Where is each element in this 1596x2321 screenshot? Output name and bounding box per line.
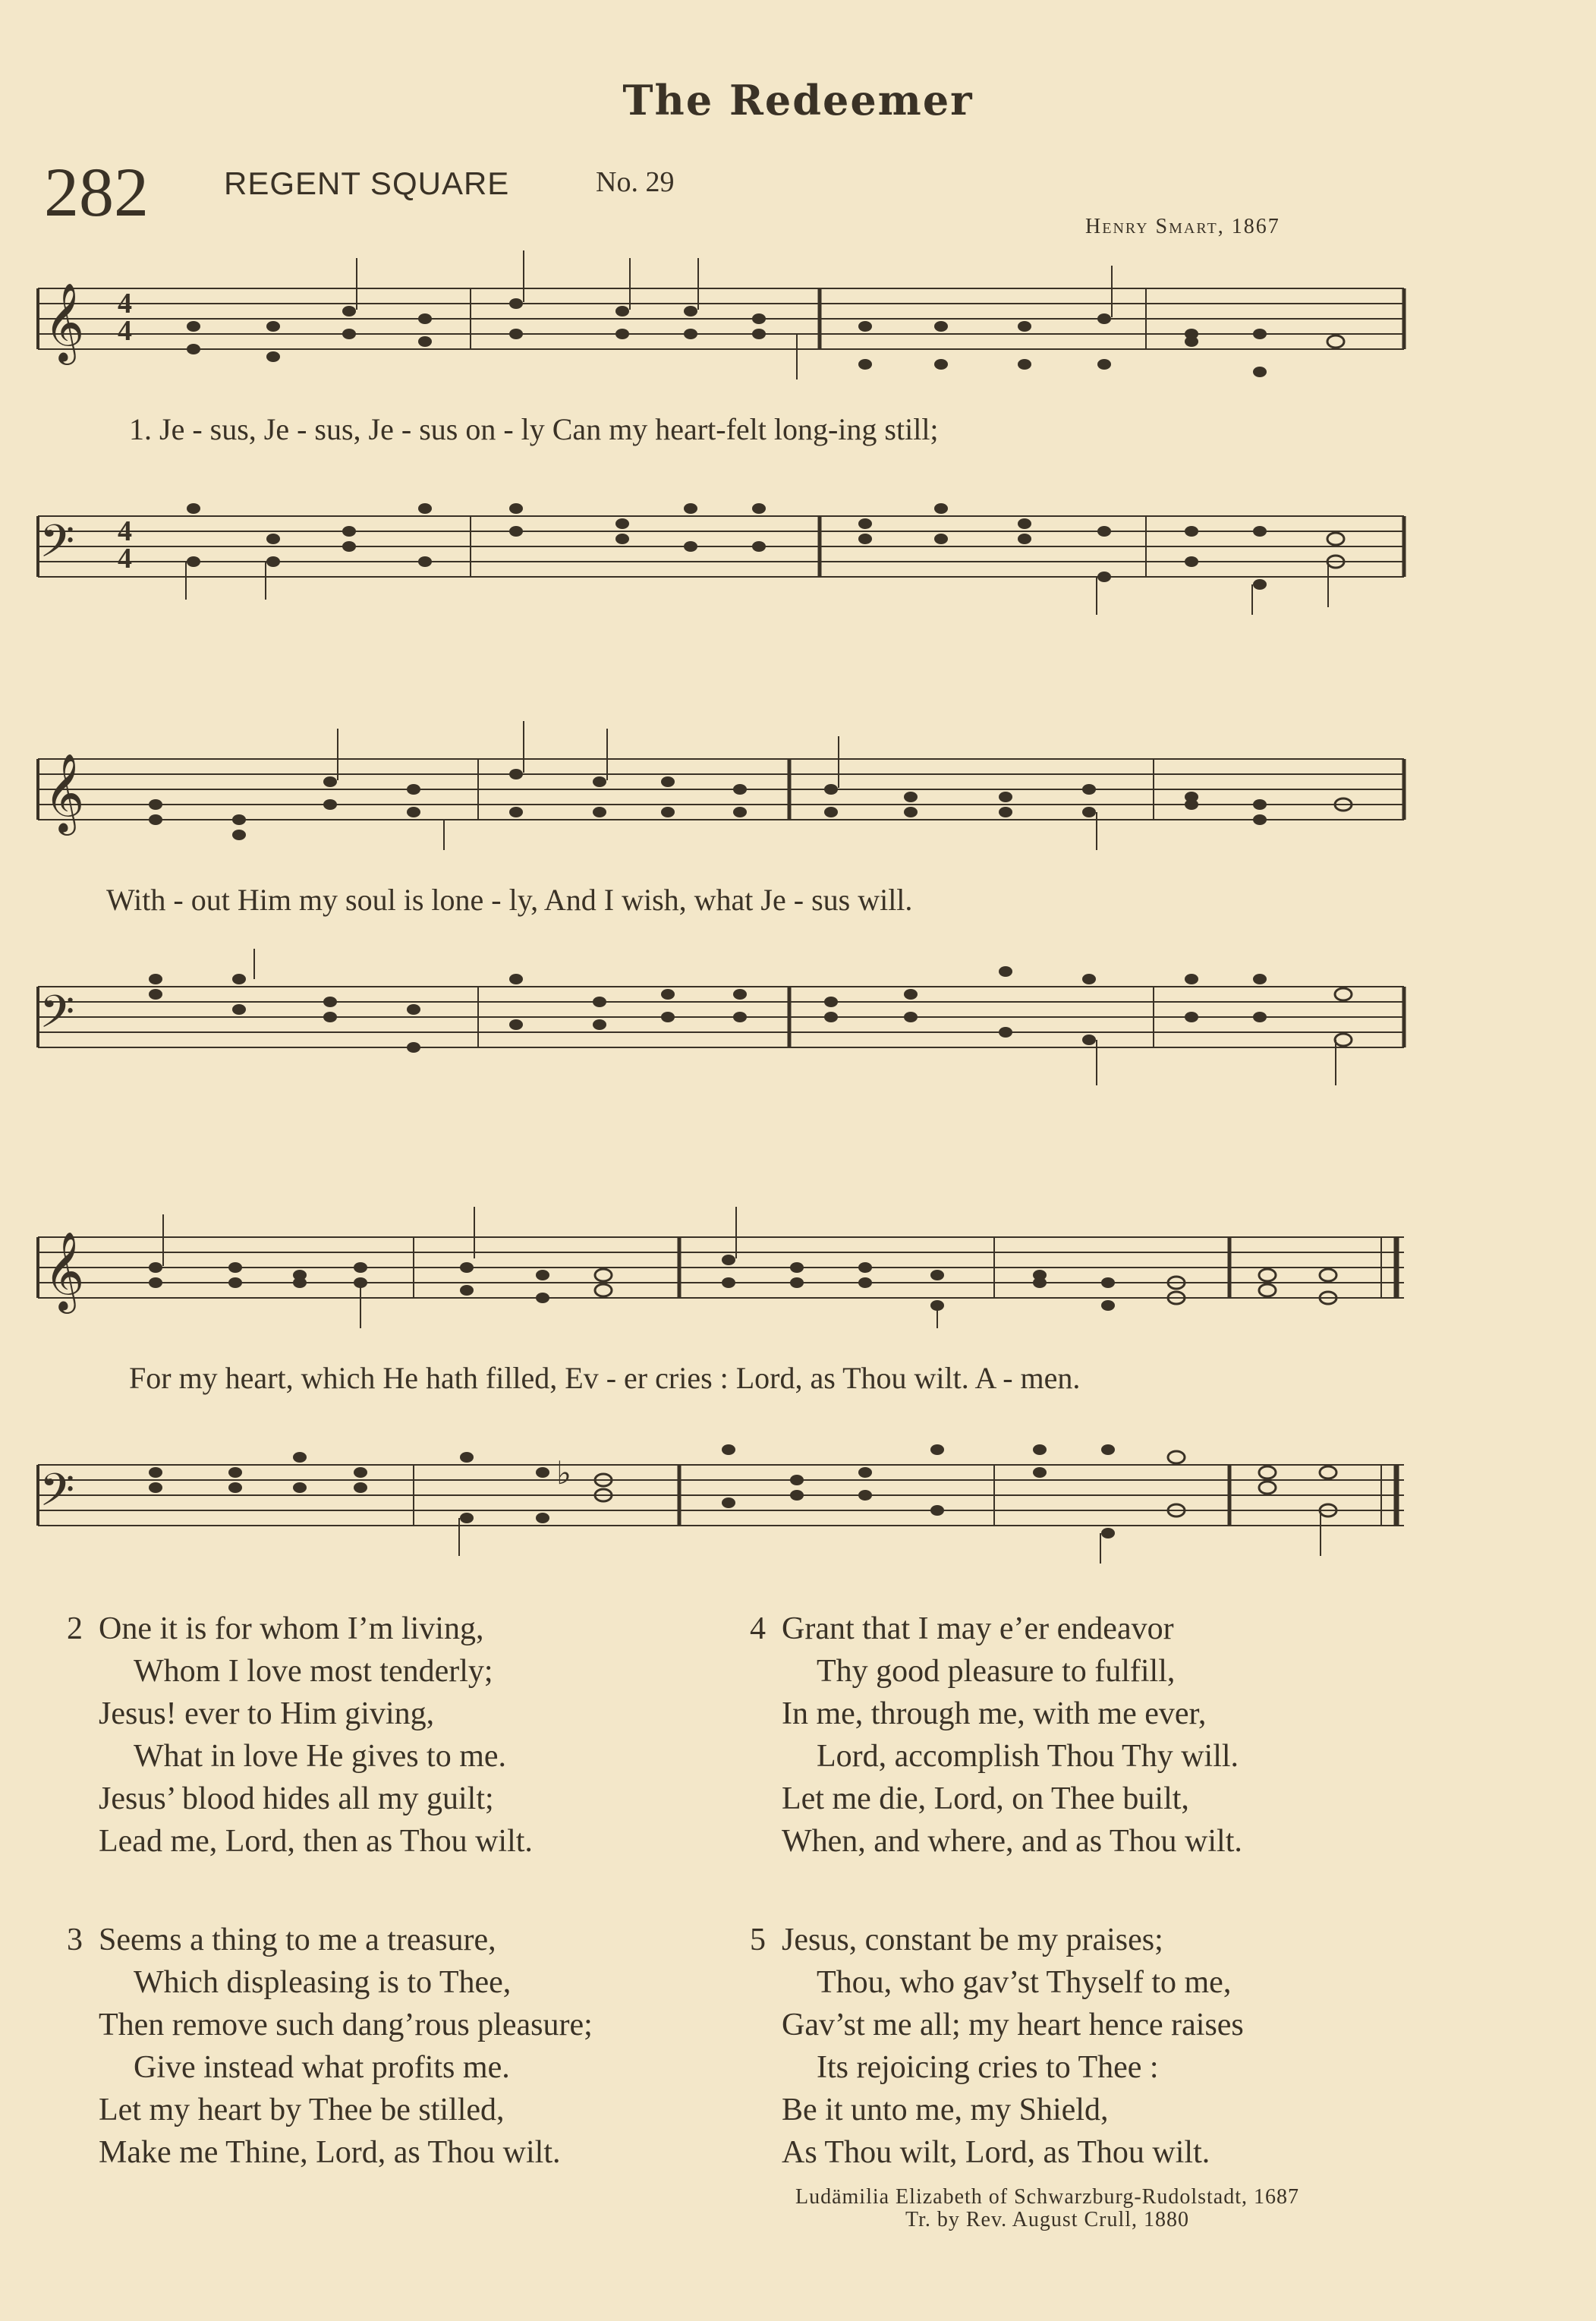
verse-line: Its rejoicing cries to Thee : [817,2050,1159,2085]
svg-text:♭: ♭ [556,1454,571,1491]
composer-credit: Henry Smart, 1867 [1085,215,1280,238]
svg-text:𝄞: 𝄞 [44,282,85,362]
svg-text:𝄢: 𝄢 [39,1463,75,1527]
verse-number: 4 [750,1611,766,1646]
svg-text:𝄞: 𝄞 [44,753,85,833]
verse-line: Lead me, Lord, then as Thou wilt. [99,1824,533,1859]
verse-line: 2 One it is for whom I’m living, [99,1608,533,1650]
svg-text:𝄢: 𝄢 [39,985,75,1049]
lyric-line-2: With - out Him my soul is lone - ly, And I wish, what Je - sus will. [106,883,913,917]
svg-text:4: 4 [118,543,132,575]
verse-line: In me, through me, with me ever, [782,1696,1207,1731]
tune-name: REGENT SQUARE [224,165,510,201]
verse-line: Lord, accomplish Thou Thy will. [817,1739,1239,1774]
author-credit: Ludämilia Elizabeth of Schwarzburg-Rudolstadt, 1687 [795,2185,1299,2209]
svg-text:4: 4 [118,288,132,320]
verse-line: Be it unto me, my Shield, [782,2093,1109,2127]
staff-treble-1 [30,250,1412,379]
verse-line: Thou, who gav’st Thyself to me, [817,1965,1232,2000]
verse-5 [750,1919,1244,2174]
staff-bass-3 [30,1427,1412,1564]
verse-line: Which displeasing is to Thee, [134,1965,512,2000]
verse-line: Then remove such dang’rous pleasure; [99,2008,593,2042]
verse-line: Thy good pleasure to fulfill, [817,1654,1176,1689]
verse-2 [67,1608,533,1863]
svg-text:4: 4 [118,515,132,547]
staff-treble-3 [30,1199,1412,1328]
svg-text:𝄞: 𝄞 [44,1231,85,1311]
hymn-number: 282 [44,153,149,231]
verse-line: Let my heart by Thee be stilled, [99,2093,505,2127]
verse-line: Gav’st me all; my heart hence raises [782,2008,1244,2042]
music-system-1 [30,250,1412,578]
verse-line: 3 Seems a thing to me a treasure, [99,1919,593,1961]
verse-line: Let me die, Lord, on Thee built, [782,1781,1189,1816]
verse-line: Jesus! ever to Him giving, [99,1696,435,1731]
verse-line: 4 Grant that I may e’er endeavor [782,1608,1242,1650]
verse-3 [67,1919,593,2174]
tune-reference: No. 29 [596,166,675,198]
verse-line: When, and where, and as Thou wilt. [782,1824,1242,1859]
verse-line: Jesus’ blood hides all my guilt; [99,1781,494,1816]
staff-bass-2 [30,949,1412,1085]
verse-line: Make me Thine, Lord, as Thou wilt. [99,2135,561,2170]
verse-number: 5 [750,1923,766,1957]
staff-treble-2 [30,721,1412,850]
verse-line: What in love He gives to me. [134,1739,507,1774]
section-title: The Redeemer [622,76,974,124]
staff-bass-1 [30,478,1412,615]
verse-4 [750,1608,1242,1863]
translator-credit: Tr. by Rev. August Crull, 1880 [905,2208,1190,2231]
verse-line: Whom I love most tenderly; [134,1654,493,1689]
svg-text:4: 4 [118,315,132,347]
verse-number: 2 [67,1611,83,1646]
music-system-3 [30,1199,1412,1527]
music-system-2 [30,721,1412,1049]
lyric-line-1: 1. Je - sus, Je - sus, Je - sus on - ly Can my heart-felt long-ing still; [129,412,939,446]
verse-line: As Thou wilt, Lord, as Thou wilt. [782,2135,1210,2170]
verse-line: Give instead what profits me. [134,2050,510,2085]
verse-line: 5 Jesus, constant be my praises; [782,1919,1244,1961]
verse-number: 3 [67,1923,83,1957]
svg-text:𝄢: 𝄢 [39,515,75,578]
text-credits [668,2186,1427,2231]
lyric-line-3: For my heart, which He hath filled, Ev - er cries : Lord, as Thou wilt. A - men. [129,1361,1081,1395]
